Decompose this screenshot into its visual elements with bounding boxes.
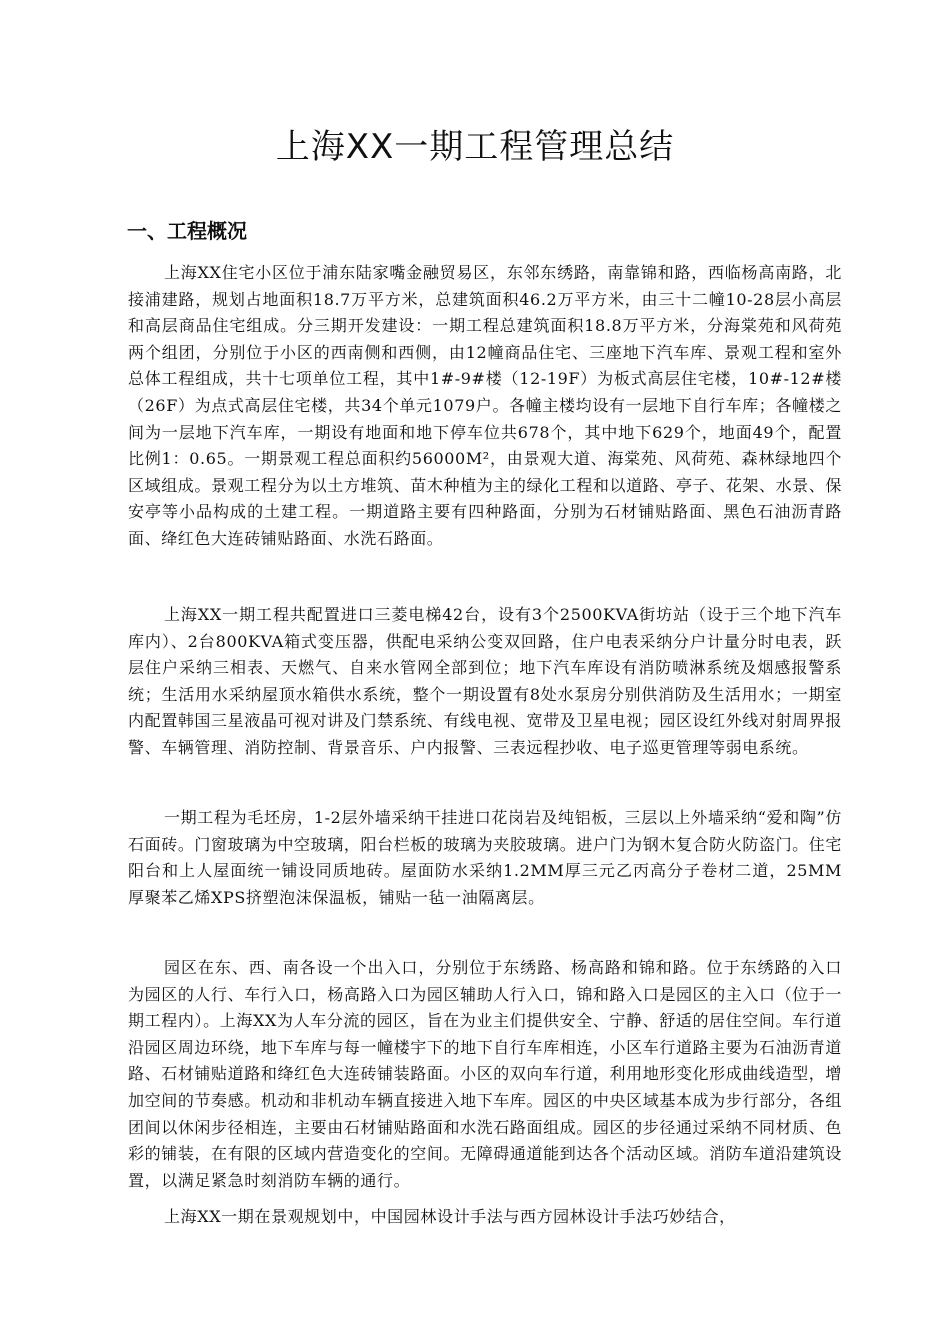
paragraph-project-overview: 上海XX住宅小区位于浦东陆家嘴金融贸易区，东邻东绣路，南靠锦和路，西临杨高南路，北接浦建路，规划占地面积18.7万平方米，总建筑面积46.2万平方米，由三十二幢10-28层小高层和高层商品住宅组成。分三期开发建设：一期工程总建筑面积18.8万平方米，分海棠苑和风荷苑两个组团，分别位于小区的西南侧和西侧，由12幢商品住宅、三座地下汽车库、景观工程和室外总体工程组成，共十七项单位工程，其中1#-9#楼（12-19F）为板式高层住宅楼，10#-12#楼（26F）为点式高层住宅楼，共34个单元1079户。各幢主楼均设有一层地下自行车库；各幢楼之间为一层地下汽车库，一期设有地面和地下停车位共678个，其中地下629个，地面49个，配置比例1：0.65。一期景观工程总面积约56000M²，由景观大道、海棠苑、风荷苑、森林绿地四个区域组成。景观工程分为以土方堆筑、苗木种植为主的绿化工程和以道路、亭子、花架、水景、保安亭等小品构成的土建工程。一期道路主要有四种路面，分别为石材铺贴路面、黑色石油沥青路面、绛红色大连砖铺贴路面、水洗石路面。 [128,263,842,548]
paragraph-site-circulation: 园区在东、西、南各设一个出入口，分别位于东绣路、杨高路和锦和路。位于东绣路的入口为园区的人行、车行入口，杨高路入口为园区辅助人行入口，锦和路入口是园区的主入口（位于一期工程内）。上海XX为人车分流的园区，旨在为业主们提供安全、宁静、舒适的居住空间。车行道沿园区周边环绕，地下车库与每一幢楼宇下的地下自行车库相连，小区车行道路主要为石油沥青道路、石材铺贴道路和绛红色大连砖铺装路面。小区的双向车行道，利用地形变化形成曲线造型，增加空间的节奏感。机动和非机动车辆直接进入地下车库。园区的中央区域基本成为步行部分，各组团间以休闲步径相连，主要由石材铺贴路面和水洗石路面组成。园区的步径通过采纳不同材质、色彩的铺装，在有限的区域内营造变化的空间。无障碍通道能到达各个活动区域。消防车道沿建筑设置，以满足紧急时刻消防车辆的通行。 [128,958,842,1190]
document-title: 上海XX一期工程管理总结 [275,127,675,167]
paragraph-equipment-systems: 上海XX一期工程共配置进口三菱电梯42台，设有3个2500KVA街坊站（设于三个地下汽车库内）、2台800KVA箱式变压器，供配电采纳公变双回路，住户电表采纳分户计量分时电表，跃层住户采纳三相表、天燃气、自来水管网全部到位；地下汽车库设有消防喷淋系统及烟感报警系统；生活用水采纳屋顶水箱供水系统，整个一期设置有8处水泵房分别供消防及生活用水；一期室内配置韩国三星液晶可视对讲及门禁系统、有线电视、宽带及卫星电视；园区设红外线对射周界报警、车辆管理、消防控制、背景音乐、户内报警、三表远程抄收、电子巡更管理等弱电系统。 [128,605,842,757]
section-heading: 一、工程概况 [127,219,247,243]
paragraph-building-materials: 一期工程为毛坯房，1-2层外墙采纳干挂进口花岗岩及纯铝板，三层以上外墙采纳“爱和陶”仿石面砖。门窗玻璃为中空玻璃，阳台栏板的玻璃为夹胶玻璃。进户门为钢木复合防火防盗门。住宅阳台和上人屋面统一铺设同质地砖。屋面防水采纳1.2MM厚三元乙丙高分子卷材二道，25MM厚聚苯乙烯XPS挤塑泡沫保温板，铺贴一毡一油隔离层。 [128,808,842,907]
paragraph-landscape-planning: 上海XX一期在景观规划中，中国园林设计手法与西方园林设计手法巧妙结合， [164,1207,736,1226]
